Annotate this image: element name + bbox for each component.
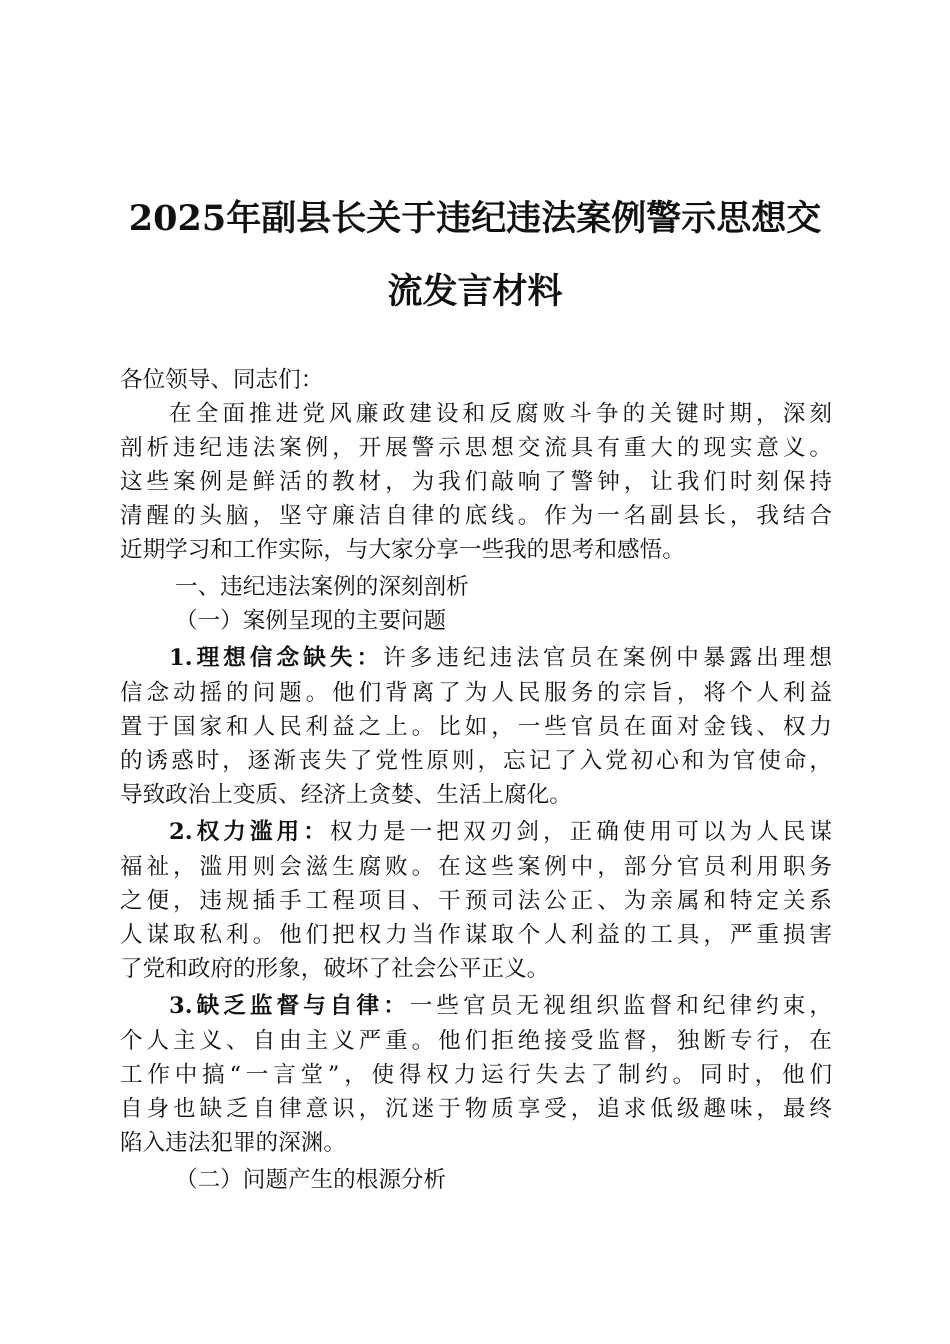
item-line: 了党和政府的形象，破坏了社会公平正义。 [120, 956, 550, 982]
item-line: 福祉，滥用则会滋生腐败。在这些案例中，部分官员利用职务 [120, 854, 832, 880]
item-paragraph-first-line [169, 989, 832, 1023]
item-paragraph-first-line [169, 815, 832, 849]
item-label: 1.理想信念缺失： [169, 645, 384, 671]
salutation: 各位领导、同志们： [120, 367, 324, 393]
intro-line: 在全面推进党风廉政建设和反腐败斗争的关键时期，深刻 [169, 401, 832, 427]
intro-line: 剖析违纪违法案例，开展警示思想交流具有重大的现实意义。 [120, 435, 832, 461]
document-title-line-1: 2025年副县长关于违纪违法案例警示思想交 [128, 198, 822, 239]
section-heading: 一、违纪违法案例的深刻剖析 [175, 574, 469, 600]
item-line: 之便，违规插手工程项目、干预司法公正、为亲属和特定关系 [120, 888, 832, 914]
intro-line: 近期学习和工作实际，与大家分享一些我的思考和感悟。 [120, 537, 685, 563]
item-text: 许多违纪违法官员在案例中暴露出理想 [383, 645, 833, 671]
item-line: 的诱惑时，逐渐丧失了党性原则，忘记了入党初心和为官使命， [120, 748, 832, 774]
item-line: 置于国家和人民利益之上。比如，一些官员在面对金钱、权力 [120, 714, 832, 740]
item-text: 权力是一把双刃剑，正确使用可以为人民谋 [329, 819, 833, 845]
item-line: 信念动摇的问题。他们背离了为人民服务的宗旨，将个人利益 [120, 680, 832, 706]
item-line: 个人主义、自由主义严重。他们拒绝接受监督，独断专行，在 [120, 1028, 832, 1054]
item-line: 人谋取私利。他们把权力当作谋取个人利益的工具，严重损害 [120, 922, 832, 948]
item-label: 3.缺乏监督与自律： [169, 993, 410, 1019]
item-line: 陷入违法犯罪的深渊。 [120, 1130, 346, 1156]
item-text: 一些官员无视组织监督和纪律约束， [409, 993, 833, 1019]
item-line: 导致政治上变质、经济上贪婪、生活上腐化。 [120, 782, 572, 808]
item-line: 工作中搞“一言堂”，使得权力运行失去了制约。同时，他们 [120, 1062, 832, 1088]
subsection-heading: （一）案例呈现的主要问题 [175, 608, 447, 634]
item-paragraph-first-line [169, 641, 832, 675]
intro-line: 清醒的头脑，坚守廉洁自律的底线。作为一名副县长，我结合 [120, 503, 832, 529]
item-label: 2.权力滥用： [169, 819, 330, 845]
subsection-heading: （二）问题产生的根源分析 [175, 1167, 447, 1193]
document-title-line-2: 流发言材料 [387, 271, 563, 312]
item-line: 自身也缺乏自律意识，沉迷于物质享受，追求低级趣味，最终 [120, 1096, 832, 1122]
intro-line: 这些案例是鲜活的教材，为我们敲响了警钟，让我们时刻保持 [120, 469, 832, 495]
